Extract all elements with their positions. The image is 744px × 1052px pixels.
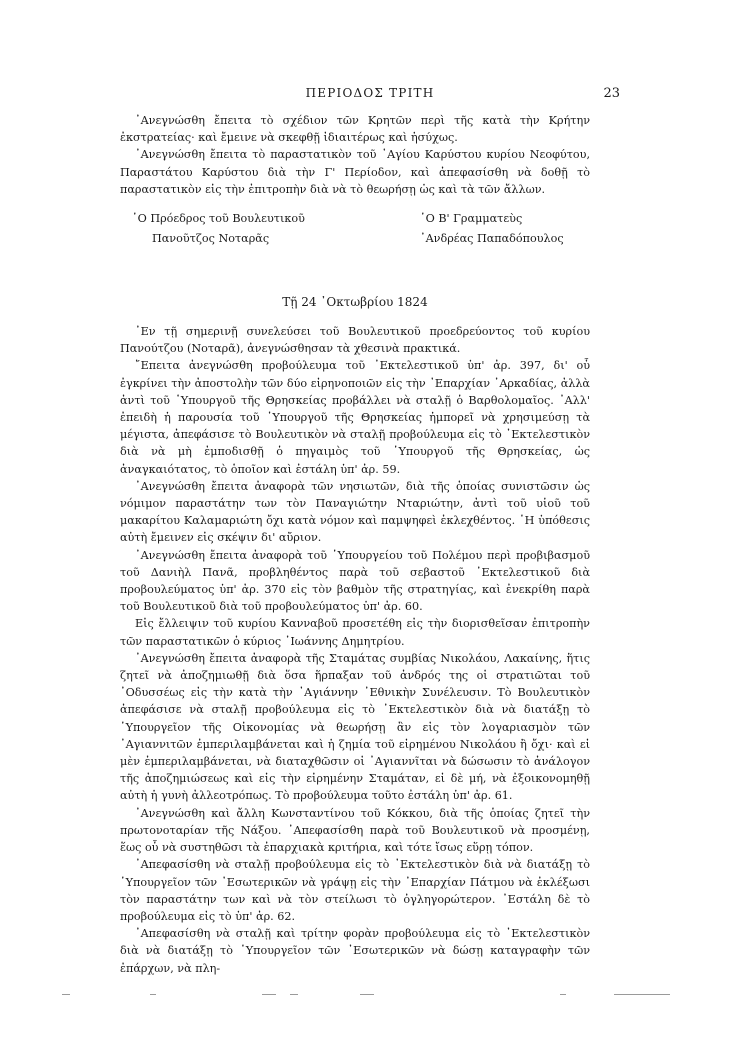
secretary-signature — [420, 209, 600, 249]
scan-mark — [150, 994, 156, 995]
scan-mark — [614, 994, 670, 995]
scan-mark — [62, 994, 70, 995]
president-signature — [132, 209, 352, 249]
scan-mark — [290, 994, 298, 995]
paragraph: ᾿Ανεγνώσθη καὶ ἄλλη Κωνσταντίνου τοῦ Κόκκου, διὰ τῆς ὁποίας ζητεῖ τὴν πρωτονοταρίαν τῆς Νάξου. ᾿Απεφασίσθη παρὰ τοῦ Βουλευτικοῦ νὰ προσμένῃ, ἕως οὗ νὰ συστηθῶσι τὰ ἐπαρχιακὰ κριτήρια, καὶ τότε ἴσως εὕρῃ τόπον. — [120, 806, 590, 855]
session-minutes — [120, 323, 590, 977]
scan-mark — [360, 994, 374, 995]
president-name: Πανοῦτζος Νοταρᾶς — [152, 232, 270, 245]
scan-mark — [262, 994, 276, 995]
paragraph: ᾿Ανεγνώσθη ἔπειτα τὸ παραστατικὸν τοῦ ῾Αγίου Καρύστου κυρίου Νεοφύτου, Παραστάτου Καρύστου διὰ τὴν Γ' Περίοδον, καὶ ἀπεφασίσθη νὰ δοθῇ τὸ παραστατικὸν εἰς τὴν ἐπιτροπὴν διὰ νὰ τὸ θεωρήσῃ ὡς καὶ τὰ τῶν ἄλλων. — [120, 148, 590, 196]
secretary-title: ῾Ο Β' Γραμματεὺς — [420, 212, 523, 225]
paragraph: ῎Επειτα ἀνεγνώσθη προβούλευμα τοῦ ᾿Εκτελεστικοῦ ὑπ' ἀρ. 397, δι' οὗ ἐγκρίνει τὴν ἀποστολὴν τῶν δύο εἰρηνοποιῶν εἰς τὴν ᾿Επαρχίαν ᾿Αρκαδίας, ἀλλὰ ἀντὶ τοῦ ῾Υπουργοῦ τῆς Θρησκείας προβάλλει νὰ σταλῇ ὁ Βαρθολομαῖος. ᾿Αλλ' ἐπειδὴ ἡ παρουσία τοῦ ῾Υπουργοῦ τῆς Θρησκείας ἠμπορεῖ νὰ χρησιμεύσῃ τὰ μέγιστα, ἀπεφάσισε τὸ Βουλευτικὸν νὰ σταλῇ προβούλευμα εἰς τὸ ᾿Εκτελεστικὸν διὰ νὰ μὴ ἐμποδισθῇ ὁ πηγαιμὸς τοῦ ῾Υπουργοῦ τῆς Θρησκείας, ὡς ἀναγκαιότατος, τὸ ὁποῖον καὶ ἐστάλη ὑπ' ἀρ. 59. — [120, 359, 590, 476]
secretary-name: ᾿Ανδρέας Παπαδόπουλος — [420, 232, 564, 245]
scan-edge-marks — [0, 994, 744, 1000]
paragraph: Εἰς ἔλλειψιν τοῦ κυρίου Κανναβοῦ προσετέθη εἰς τὴν διορισθεῖσαν ἐπιτροπὴν τῶν παραστατικῶν ὁ κύριος ᾿Ιωάννης Δημητρίου. — [120, 617, 590, 648]
date-heading: Τῇ 24 ᾿Οκτωβρίου 1824 — [282, 295, 428, 309]
paragraph: ᾿Ανεγνώσθη ἔπειτα ἀναφορὰ τοῦ ῾Υπουργείου τοῦ Πολέμου περὶ προβιβασμοῦ τοῦ Δανιὴλ Πανᾶ, προβληθέντος παρὰ τοῦ σεβαστοῦ ᾿Εκτελεστικοῦ διὰ προβουλεύματος ὑπ' ἀρ. 370 εἰς τὸν βαθμὸν τῆς στρατηγίας, καὶ ἐνεκρίθη παρὰ τοῦ Βουλευτικοῦ διὰ τοῦ προβουλεύματος ὑπ' ἀρ. 60. — [120, 548, 590, 614]
paragraph: ᾿Ανεγνώσθη ἔπειτα ἀναφορὰ τῶν νησιωτῶν, διὰ τῆς ὁποίας συνιστῶσιν ὡς νόμιμον παραστάτην των τὸν Παναγιώτην Νταριώτην, ἀντὶ τοῦ υἱοῦ τοῦ μακαρίτου Καλαμαριώτη ὄχι κατὰ νόμον καὶ παμψηφεὶ ἐκλεχθέντος. ῾Η ὑπόθεσις αὐτὴ ἔμεινεν εἰς σκέψιν δι' αὔριον. — [120, 479, 590, 545]
paragraph: ᾿Ανεγνώσθη ἔπειτα ἀναφορὰ τῆς Σταμάτας συμβίας Νικολάου, Λακαίνης, ἥτις ζητεῖ νὰ ἀποζημιωθῇ διὰ ὅσα ἥρπαξαν τοῦ ἀνδρός της οἱ στρατιῶται τοῦ ᾿Οδυσσέως εἰς τὴν κατὰ τὴν ᾿Αγιάννην ᾿Εθνικὴν Συνέλευσιν. Τὸ Βουλευτικὸν ἀπεφάσισε νὰ σταλῇ προβούλευμα εἰς τὸ ᾿Εκτελεστικὸν διὰ νὰ διατάξῃ τὸ ῾Υπουργεῖον τῆς Οἰκονομίας νὰ θεωρήσῃ ἂν εἰς τὸν λογαριασμὸν τῶν ᾿Αγιαννιτῶν ἐμπεριλαμβάνεται καὶ ἡ ζημία τοῦ εἰρημένου Νικολάου ἢ ὄχι· καὶ εἰ μὲν ἐμπεριλαμβάνεται, νὰ διαταχθῶσιν οἱ ᾿Αγιαννῖται νὰ δώσωσιν τὸ ἀνάλογον τῆς ἀποζημιώσεως καὶ εἰς τὴν εἰρημένην Σταμάταν, εἰ δὲ μή, νὰ ἐξοικονομηθῇ αὐτὴ ἡ γυνὴ ἀλλεοτρόπως. Τὸ προβούλευμα τοῦτο ἐστάλη ὑπ' ἀρ. 61. — [120, 651, 590, 803]
president-title: ῾Ο Πρόεδρος τοῦ Βουλευτικοῦ — [132, 212, 305, 225]
paragraph: ᾿Εν τῇ σημερινῇ συνελεύσει τοῦ Βουλευτικοῦ προεδρεύοντος τοῦ κυρίου Πανούτζου (Νοταρᾶ), ἀνεγνώσθησαν τὰ χθεσινὰ πρακτικά. — [120, 325, 590, 356]
paragraph: ᾿Απεφασίσθη νὰ σταλῇ προβούλευμα εἰς τὸ ᾿Εκτελεστικὸν διὰ νὰ διατάξῃ τὸ ῾Υπουργεῖον τῶν ᾿Εσωτερικῶν νὰ γράψῃ εἰς τὴν ᾿Επαρχίαν Πάτμου νὰ ἐκλέξωσι τὸν παραστάτην των καὶ νὰ τὸν στείλωσι τὸ ὀγληγορώτερον. ᾿Εστάλη δὲ τὸ προβούλευμα εἰς τὸ ὑπ' ἀρ. 62. — [120, 858, 590, 923]
page-number: 23 — [603, 86, 620, 101]
paragraph: ᾿Απεφασίσθη νὰ σταλῇ καὶ τρίτην φορὰν προβούλευμα εἰς τὸ ᾿Εκτελεστικὸν διὰ νὰ διατάξῃ τὸ ῾Υπουργεῖον τῶν ᾿Εσωτερικῶν νὰ δώσῃ καταγραφὴν τῶν ἐπάρχων, νὰ πλη- — [120, 927, 590, 975]
running-title: ΠΕΡΙΟΔΟΣ ΤΡΙΤΗ — [305, 86, 435, 100]
top-paragraphs — [120, 112, 590, 198]
paragraph: ᾿Ανεγνώσθη ἔπειτα τὸ σχέδιον τῶν Κρητῶν περὶ τῆς κατὰ τὴν Κρήτην ἐκστρατείας· καὶ ἔμεινε νὰ σκεφθῇ ἰδιαιτέρως καὶ ἡσύχως. — [120, 114, 590, 145]
scan-mark — [560, 994, 566, 995]
running-header — [120, 86, 620, 106]
